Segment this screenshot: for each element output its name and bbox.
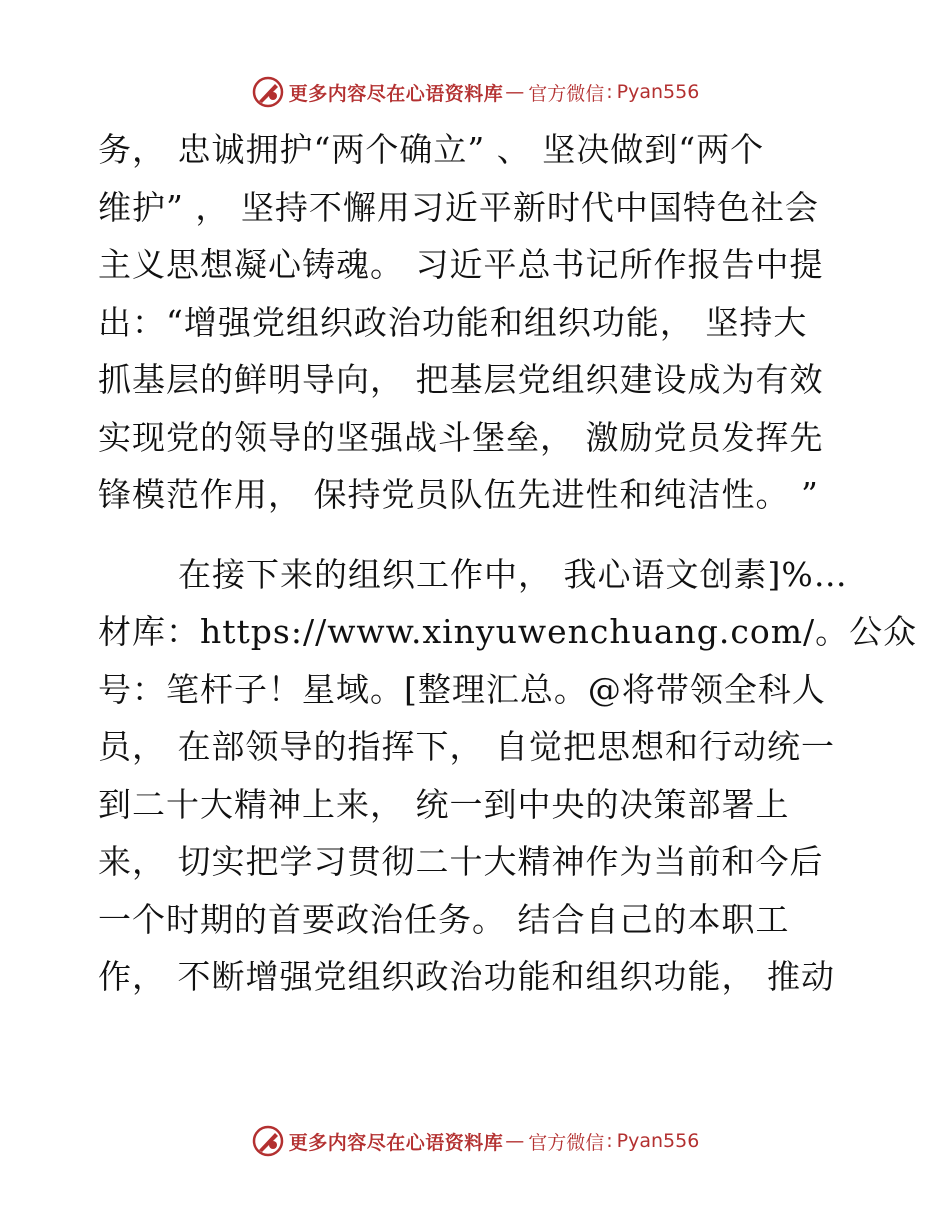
- text-line: 锋模范作用， 保持党员队伍先进性和纯洁性。 ”: [98, 475, 819, 514]
- text-line: 员， 在部领导的指挥下， 自觉把思想和行动统一: [98, 727, 835, 766]
- text-line: 作， 不断增强党组织政治功能和组织功能， 推动: [98, 957, 835, 996]
- banner-wechat-id: Pyan556: [616, 81, 700, 103]
- banner-colon: :: [606, 81, 613, 103]
- banner-wechat-label: 官方微信: [528, 82, 605, 105]
- banner-site-text: 更多内容尽在心语资料库: [288, 82, 504, 105]
- banner-dash: —: [505, 81, 525, 103]
- banner-wechat-label: 官方微信: [528, 1131, 605, 1154]
- pen-seal-logo-icon: [251, 1124, 285, 1158]
- text-line: 到二十大精神上来， 统一到中央的决策部署上: [98, 784, 790, 824]
- text-line: 维护” ， 坚持不懈用习近平新时代中国特色社会: [98, 187, 819, 227]
- paragraph-1: [98, 121, 858, 524]
- paragraph-gap: [98, 524, 858, 546]
- text-line: 抓基层的鲜明导向， 把基层党组织建设成为有效: [98, 360, 824, 399]
- footer-watermark-banner: [0, 1121, 950, 1161]
- text-line: 一个时期的首要政治任务。 结合自己的本职工: [98, 899, 790, 939]
- banner-colon: :: [606, 1130, 613, 1152]
- text-line: 材库：https://www.xinyuwenchuang.com/。公众: [98, 612, 918, 651]
- document-body: [98, 121, 918, 1006]
- text-line: 号：笔杆子！星域。[整理汇总。@将带领全科人: [98, 669, 826, 709]
- text-line: 实现党的领导的坚强战斗堡垒， 激励党员发挥先: [98, 417, 824, 457]
- text-line-indented: 在接下来的组织工作中， 我心语文创素]%…: [178, 554, 848, 594]
- text-line: 务， 忠诚拥护“两个确立” 、 坚决做到“两个: [98, 130, 765, 169]
- banner-wechat-id: Pyan556: [616, 1130, 700, 1152]
- banner-dash: —: [505, 1130, 525, 1152]
- banner-site-text: 更多内容尽在心语资料库: [288, 1131, 504, 1154]
- text-line: 主义思想凝心铸魂。 习近平总书记所作报告中提: [98, 245, 824, 284]
- pen-seal-logo-icon: [251, 75, 285, 109]
- text-line: 来， 切实把学习贯彻二十大精神作为当前和今后: [98, 842, 824, 881]
- header-watermark-banner: [0, 72, 950, 112]
- paragraph-2: [98, 546, 918, 1006]
- text-line: 出：“增强党组织政治功能和组织功能， 坚持大: [98, 302, 808, 342]
